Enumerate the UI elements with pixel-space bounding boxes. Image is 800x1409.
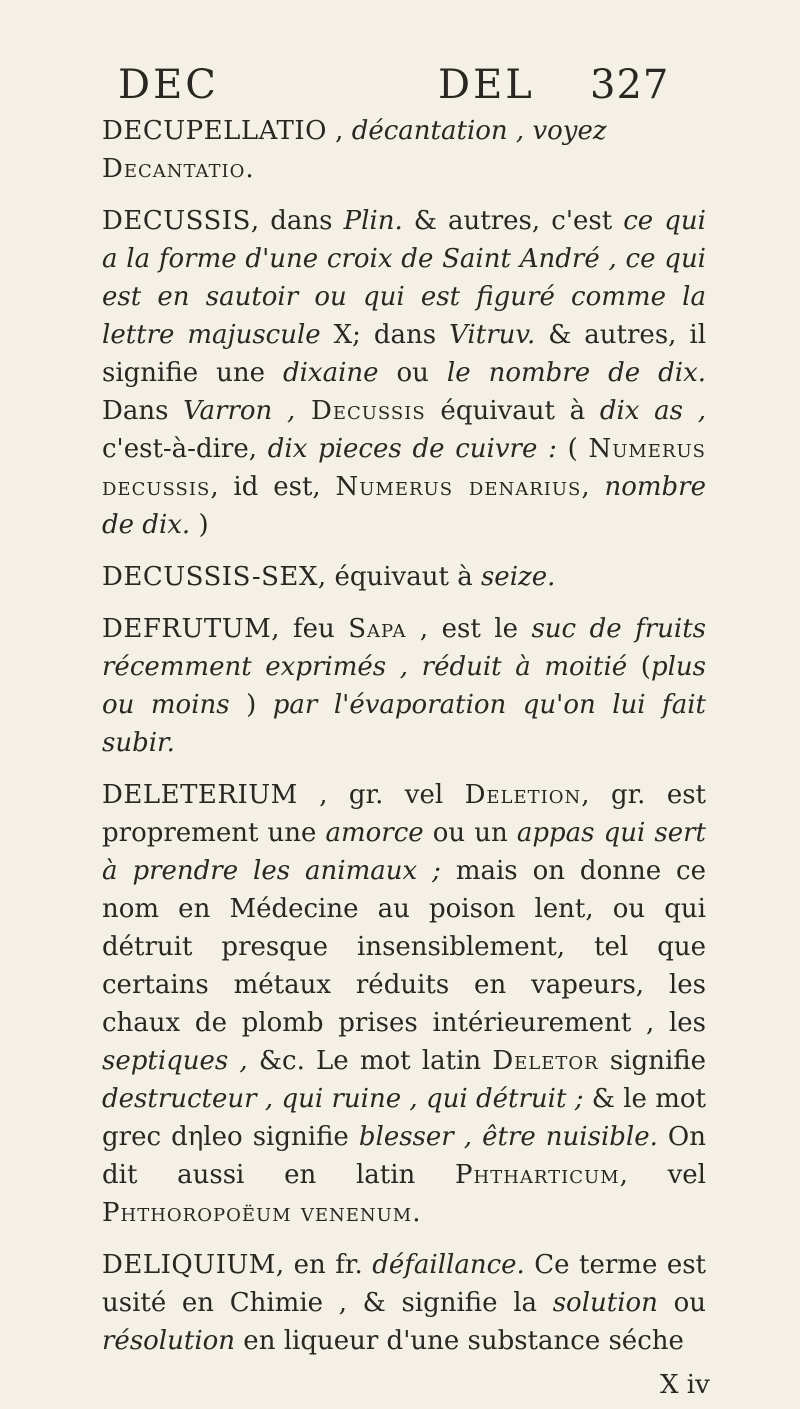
- headword: DECUPELLATIO: [102, 116, 327, 146]
- headword: DEFRUTUM: [102, 614, 272, 644]
- header-right: DEL: [438, 62, 535, 108]
- entry-decussis-sex: DECUSSIS-SEX, équivaut à seize.: [102, 562, 556, 592]
- dictionary-text: [102, 112, 706, 1374]
- cross-reference: Decantatio.: [102, 154, 255, 184]
- catchword: X iv: [660, 1370, 710, 1400]
- header-left: DEC: [118, 62, 219, 108]
- headword: DECUSSIS: [102, 206, 251, 236]
- entry-decussis: DECUSSIS, dans Plin. & autres, c'est ce qui a la forme d'une croix de Saint André , ce qui est en sautoir ou qui est figuré comme la lettre majuscule X; dans Vitruv. & autres, il signifie une dixaine ou le nombre de dix. Dans Varron , Decussis équivaut à dix as , c'est-à-dire, dix pieces de cuivre : ( Numerus decussis, id est, Numerus denarius, nombre de dix. ): [102, 206, 707, 540]
- headword: DECUSSIS-SEX: [102, 562, 318, 592]
- entry-deliquium: DELIQUIUM, en fr. défaillance. Ce terme est usité en Chimie , & signifie la solution ou résolution en liqueur d'une substance séche: [102, 1250, 706, 1356]
- entry-defrutum: DEFRUTUM, feu Sapa , est le suc de fruits récemment exprimés , réduit à moitié (plus ou moins ) par l'évaporation qu'on lui fait subir.: [102, 614, 706, 758]
- entry-deleterium: DELETERIUM , gr. vel Deletion, gr. est proprement une amorce ou un appas qui sert à prendre les animaux ; mais on donne ce nom en Médecine au poison lent, ou qui détruit presque insensiblement, tel que certains métaux réduits en vapeurs, les chaux de plomb prises intérieurement , les septiques , &c. Le mot latin Deletor signifie destructeur , qui ruine , qui détruit ; & le mot grec dηleo signifie blesser , être nuisible. On dit aussi en latin Phtharticum, vel Phthoropoëum venenum.: [102, 780, 707, 1228]
- entry-decupellatio: DECUPELLATIO , décantation , voyez Decantatio.: [102, 116, 607, 184]
- headword: DELETERIUM: [102, 780, 298, 810]
- headword: DELIQUIUM: [102, 1250, 276, 1280]
- page-number: 327: [590, 62, 670, 108]
